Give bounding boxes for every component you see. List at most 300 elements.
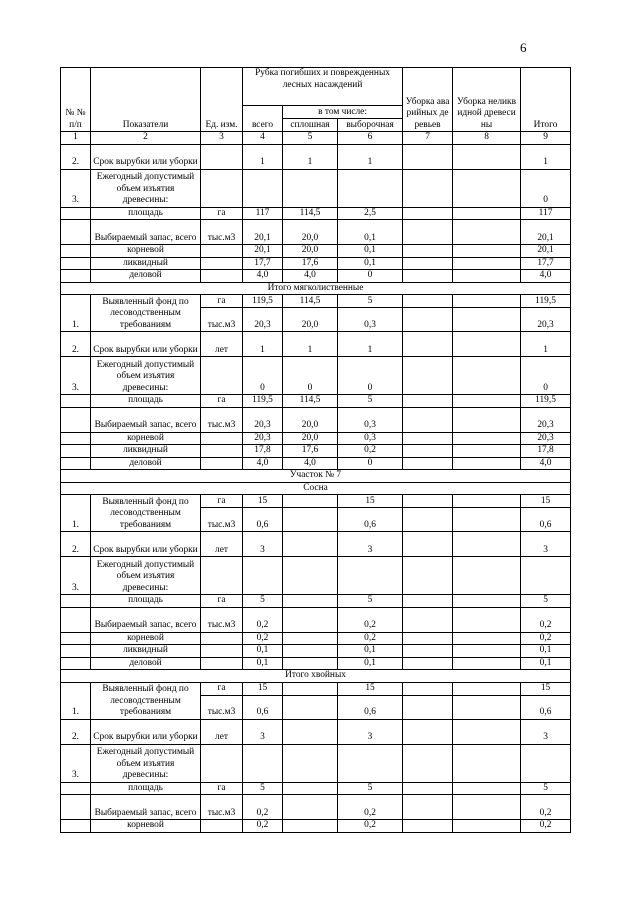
header-felling-group: Рубка погибших и поврежденных лесных насаждений [243, 68, 403, 106]
value-cell-c5 [283, 695, 338, 719]
header-clear: сплошная [283, 119, 338, 132]
row-unit: тыс.м3 [201, 508, 243, 532]
table-row [61, 645, 571, 658]
value-cell-c9: 20,3 [521, 432, 571, 445]
value-cell-c7 [403, 645, 453, 658]
row-unit: тыс.м3 [201, 607, 243, 632]
value-cell-c8 [453, 407, 521, 432]
row-indicator: деловой [91, 270, 201, 283]
row-indicator: корневой [91, 245, 201, 258]
value-cell-c7 [403, 744, 453, 782]
table-row [61, 407, 571, 432]
value-cell-c6: 0,6 [338, 695, 403, 719]
value-cell-c5 [283, 820, 338, 833]
value-cell-c8 [453, 657, 521, 670]
value-cell-c4: 5 [243, 595, 283, 608]
value-cell-c6: 0,2 [338, 445, 403, 458]
header-number: 5 [283, 132, 338, 145]
value-cell-c7 [403, 144, 453, 169]
table-row [61, 144, 571, 169]
table-row [61, 557, 571, 595]
row-unit [201, 645, 243, 658]
value-cell-c4: 3 [243, 532, 283, 557]
value-cell-c6: 0,1 [338, 220, 403, 245]
row-indicator: ликвидный [91, 257, 201, 270]
value-cell-c7 [403, 257, 453, 270]
table-row [61, 495, 571, 508]
row-unit: га [201, 207, 243, 220]
value-cell-c6: 5 [338, 295, 403, 308]
value-cell-c5 [283, 169, 338, 207]
row-unit [201, 144, 243, 169]
value-cell-c8 [453, 257, 521, 270]
row-unit: тыс.м3 [201, 795, 243, 820]
header-number: 7 [403, 132, 453, 145]
value-cell-c6: 1 [338, 332, 403, 357]
value-cell-c7 [403, 295, 453, 308]
row-indicator: Выбираемый запас, всего [91, 795, 201, 820]
value-cell-c7 [403, 207, 453, 220]
value-cell-c5 [283, 532, 338, 557]
value-cell-c4: 20,1 [243, 245, 283, 258]
value-cell-c8 [453, 632, 521, 645]
value-cell-c9: 17,7 [521, 257, 571, 270]
row-indicator: Выявленный фонд по лесоводственным требованиям [91, 682, 201, 719]
value-cell-c7 [403, 719, 453, 744]
value-cell-c9: 0,2 [521, 632, 571, 645]
value-cell-c6: 5 [338, 782, 403, 795]
value-cell-c9: 4,0 [521, 457, 571, 470]
header-number: 6 [338, 132, 403, 145]
value-cell-c8 [453, 782, 521, 795]
value-cell-c9: 0,2 [521, 820, 571, 833]
value-cell-c8 [453, 308, 521, 332]
value-cell-c4 [243, 744, 283, 782]
row-indicator: Выбираемый запас, всего [91, 607, 201, 632]
row-unit [201, 270, 243, 283]
header-selective: выборочная [338, 119, 403, 132]
section-row [61, 282, 571, 295]
value-cell-c7 [403, 495, 453, 508]
value-cell-c7 [403, 657, 453, 670]
row-number: 1. [61, 295, 91, 332]
row-number: 2. [61, 532, 91, 557]
section-title: Итого хвойных [61, 670, 571, 683]
table-row [61, 595, 571, 608]
value-cell-c9: 0,6 [521, 508, 571, 532]
value-cell-c5 [283, 682, 338, 695]
value-cell-c7 [403, 407, 453, 432]
value-cell-c7 [403, 169, 453, 207]
value-cell-c6: 5 [338, 395, 403, 408]
row-number: 2. [61, 144, 91, 169]
table-row [61, 532, 571, 557]
row-indicator: деловой [91, 457, 201, 470]
row-unit [201, 445, 243, 458]
value-cell-c9: 15 [521, 682, 571, 695]
header-sum: Итого [521, 68, 571, 132]
value-cell-c5: 0 [283, 357, 338, 395]
value-cell-c5 [283, 595, 338, 608]
value-cell-c7 [403, 308, 453, 332]
table-row [61, 445, 571, 458]
row-number: 1. [61, 682, 91, 719]
header-subgroup: в том числе: [283, 106, 403, 119]
value-cell-c5: 20,0 [283, 432, 338, 445]
value-cell-c4: 4,0 [243, 270, 283, 283]
value-cell-c5: 1 [283, 144, 338, 169]
value-cell-c9: 17,8 [521, 445, 571, 458]
value-cell-c8 [453, 332, 521, 357]
row-indicator: корневой [91, 632, 201, 645]
value-cell-c6: 0 [338, 270, 403, 283]
value-cell-c5: 20,0 [283, 308, 338, 332]
value-cell-c4: 17,7 [243, 257, 283, 270]
section-row [61, 470, 571, 483]
row-indicator: Выбираемый запас, всего [91, 220, 201, 245]
value-cell-c8 [453, 645, 521, 658]
row-number [61, 607, 91, 632]
value-cell-c9: 3 [521, 532, 571, 557]
value-cell-c9: 0,2 [521, 607, 571, 632]
value-cell-c4: 20,3 [243, 407, 283, 432]
value-cell-c8 [453, 295, 521, 308]
value-cell-c4: 0,2 [243, 632, 283, 645]
value-cell-c8 [453, 557, 521, 595]
value-cell-c4: 1 [243, 144, 283, 169]
value-cell-c9: 0,2 [521, 795, 571, 820]
value-cell-c8 [453, 795, 521, 820]
value-cell-c4: 15 [243, 495, 283, 508]
value-cell-c9: 0,1 [521, 645, 571, 658]
value-cell-c6: 0,2 [338, 632, 403, 645]
value-cell-c8 [453, 719, 521, 744]
value-cell-c7 [403, 695, 453, 719]
value-cell-c4: 119,5 [243, 295, 283, 308]
value-cell-c8 [453, 445, 521, 458]
row-indicator: Ежегодный допустимый объем изъятия древесины: [91, 744, 201, 782]
value-cell-c8 [453, 695, 521, 719]
value-cell-c7 [403, 432, 453, 445]
row-number: 2. [61, 719, 91, 744]
table-row [61, 207, 571, 220]
table-row [61, 782, 571, 795]
value-cell-c4: 0,1 [243, 657, 283, 670]
table-row [61, 357, 571, 395]
row-indicator: площадь [91, 395, 201, 408]
value-cell-c9: 0 [521, 357, 571, 395]
row-unit: га [201, 495, 243, 508]
table-row [61, 257, 571, 270]
value-cell-c6: 15 [338, 495, 403, 508]
value-cell-c8 [453, 270, 521, 283]
forest-felling-table [60, 67, 571, 833]
value-cell-c8 [453, 169, 521, 207]
header-number: 9 [521, 132, 571, 145]
row-unit [201, 432, 243, 445]
value-cell-c8 [453, 607, 521, 632]
value-cell-c9: 3 [521, 719, 571, 744]
value-cell-c7 [403, 632, 453, 645]
row-indicator: Выявленный фонд по лесоводственным требованиям [91, 495, 201, 532]
value-cell-c8 [453, 508, 521, 532]
value-cell-c4: 0,2 [243, 820, 283, 833]
value-cell-c6: 3 [338, 532, 403, 557]
value-cell-c6: 0,1 [338, 257, 403, 270]
value-cell-c5: 20,0 [283, 220, 338, 245]
value-cell-c4: 20,3 [243, 432, 283, 445]
value-cell-c5 [283, 607, 338, 632]
value-cell-c5: 17,6 [283, 257, 338, 270]
row-number [61, 782, 91, 795]
row-number [61, 270, 91, 283]
row-unit [201, 744, 243, 782]
value-cell-c4 [243, 169, 283, 207]
row-unit [201, 632, 243, 645]
value-cell-c8 [453, 820, 521, 833]
value-cell-c7 [403, 445, 453, 458]
value-cell-c4: 3 [243, 719, 283, 744]
table-row [61, 795, 571, 820]
value-cell-c4: 0,2 [243, 607, 283, 632]
value-cell-c5 [283, 744, 338, 782]
value-cell-c4: 0,6 [243, 508, 283, 532]
table-row [61, 295, 571, 308]
table-row [61, 607, 571, 632]
value-cell-c5 [283, 495, 338, 508]
value-cell-c7 [403, 395, 453, 408]
row-number: 3. [61, 557, 91, 595]
value-cell-c8 [453, 744, 521, 782]
row-number [61, 645, 91, 658]
row-indicator: ликвидный [91, 445, 201, 458]
header-number: 8 [453, 132, 521, 145]
row-indicator: ликвидный [91, 645, 201, 658]
row-indicator: Срок вырубки или уборки [91, 144, 201, 169]
value-cell-c5: 114,5 [283, 295, 338, 308]
value-cell-c6: 0,2 [338, 820, 403, 833]
value-cell-c5: 20,0 [283, 407, 338, 432]
row-unit: га [201, 395, 243, 408]
value-cell-c9 [521, 744, 571, 782]
value-cell-c9: 20,3 [521, 308, 571, 332]
row-indicator: Срок вырубки или уборки [91, 719, 201, 744]
value-cell-c5: 114,5 [283, 207, 338, 220]
row-number [61, 457, 91, 470]
value-cell-c5 [283, 632, 338, 645]
row-number [61, 245, 91, 258]
row-number: 3. [61, 169, 91, 207]
value-cell-c9: 4,0 [521, 270, 571, 283]
section-title: Участок № 7 [61, 470, 571, 483]
value-cell-c9: 0 [521, 169, 571, 207]
row-number [61, 220, 91, 245]
value-cell-c6: 0,2 [338, 795, 403, 820]
value-cell-c8 [453, 207, 521, 220]
value-cell-c7 [403, 795, 453, 820]
header-emergency: Уборка аварийных деревьев [403, 68, 453, 132]
value-cell-c7 [403, 220, 453, 245]
table-row [61, 682, 571, 695]
row-indicator: деловой [91, 657, 201, 670]
row-unit: лет [201, 532, 243, 557]
value-cell-c7 [403, 532, 453, 557]
section-title: Итого мягколиственные [61, 282, 571, 295]
value-cell-c7 [403, 457, 453, 470]
header-number: 4 [243, 132, 283, 145]
row-indicator: площадь [91, 207, 201, 220]
row-number [61, 445, 91, 458]
value-cell-c9: 119,5 [521, 295, 571, 308]
value-cell-c8 [453, 395, 521, 408]
value-cell-c8 [453, 682, 521, 695]
value-cell-c4: 0,6 [243, 695, 283, 719]
value-cell-c4: 4,0 [243, 457, 283, 470]
row-unit [201, 657, 243, 670]
value-cell-c9: 15 [521, 495, 571, 508]
value-cell-c5 [283, 782, 338, 795]
value-cell-c9: 20,1 [521, 220, 571, 245]
value-cell-c8 [453, 357, 521, 395]
value-cell-c4: 20,1 [243, 220, 283, 245]
row-indicator: Срок вырубки или уборки [91, 532, 201, 557]
value-cell-c6: 1 [338, 144, 403, 169]
value-cell-c9: 117 [521, 207, 571, 220]
value-cell-c4: 1 [243, 332, 283, 357]
value-cell-c6 [338, 169, 403, 207]
value-cell-c9: 1 [521, 332, 571, 357]
value-cell-c9: 20,3 [521, 407, 571, 432]
row-unit: лет [201, 719, 243, 744]
value-cell-c6: 15 [338, 682, 403, 695]
row-number [61, 407, 91, 432]
value-cell-c9: 5 [521, 782, 571, 795]
value-cell-c6: 3 [338, 719, 403, 744]
row-number [61, 795, 91, 820]
value-cell-c5 [283, 557, 338, 595]
row-number [61, 395, 91, 408]
value-cell-c7 [403, 595, 453, 608]
row-unit: га [201, 682, 243, 695]
table-row [61, 657, 571, 670]
value-cell-c7 [403, 782, 453, 795]
row-unit: тыс.м3 [201, 308, 243, 332]
header-number-row [61, 132, 571, 145]
row-unit: тыс.м3 [201, 220, 243, 245]
row-number [61, 432, 91, 445]
value-cell-c7 [403, 508, 453, 532]
row-indicator: Выбираемый запас, всего [91, 407, 201, 432]
value-cell-c4: 117 [243, 207, 283, 220]
value-cell-c7 [403, 820, 453, 833]
value-cell-c8 [453, 495, 521, 508]
table-row [61, 820, 571, 833]
header-num: № № п/п [61, 68, 91, 132]
table-row [61, 395, 571, 408]
row-unit [201, 457, 243, 470]
value-cell-c6: 0 [338, 457, 403, 470]
value-cell-c6: 0,2 [338, 607, 403, 632]
value-cell-c8 [453, 532, 521, 557]
value-cell-c5 [283, 657, 338, 670]
value-cell-c6 [338, 744, 403, 782]
value-cell-c9: 0,6 [521, 695, 571, 719]
table-row [61, 719, 571, 744]
value-cell-c6: 0,3 [338, 308, 403, 332]
row-number [61, 820, 91, 833]
value-cell-c7 [403, 270, 453, 283]
value-cell-c4: 0,2 [243, 795, 283, 820]
row-unit [201, 169, 243, 207]
value-cell-c4: 0,1 [243, 645, 283, 658]
value-cell-c8 [453, 595, 521, 608]
value-cell-c8 [453, 245, 521, 258]
value-cell-c5: 20,0 [283, 245, 338, 258]
row-unit: га [201, 782, 243, 795]
value-cell-c9: 1 [521, 144, 571, 169]
value-cell-c4: 0 [243, 357, 283, 395]
table-row [61, 245, 571, 258]
table-row [61, 220, 571, 245]
value-cell-c6: 0,6 [338, 508, 403, 532]
row-number [61, 207, 91, 220]
table-row [61, 270, 571, 283]
value-cell-c6: 0,1 [338, 657, 403, 670]
row-indicator: Ежегодный допустимый объем изъятия древесины: [91, 557, 201, 595]
value-cell-c9: 119,5 [521, 395, 571, 408]
value-cell-c6: 2,5 [338, 207, 403, 220]
row-unit [201, 820, 243, 833]
row-number: 2. [61, 332, 91, 357]
value-cell-c7 [403, 357, 453, 395]
row-number [61, 632, 91, 645]
row-indicator: корневой [91, 432, 201, 445]
value-cell-c5 [283, 719, 338, 744]
row-unit: га [201, 295, 243, 308]
value-cell-c4 [243, 557, 283, 595]
value-cell-c5 [283, 645, 338, 658]
value-cell-c5: 1 [283, 332, 338, 357]
value-cell-c7 [403, 682, 453, 695]
row-indicator: Срок вырубки или уборки [91, 332, 201, 357]
value-cell-c7 [403, 557, 453, 595]
value-cell-c7 [403, 245, 453, 258]
header-illiquid: Уборка неликвидной древесины [453, 68, 521, 132]
row-unit [201, 245, 243, 258]
table-row [61, 744, 571, 782]
row-unit [201, 557, 243, 595]
value-cell-c4: 20,3 [243, 308, 283, 332]
row-number [61, 257, 91, 270]
row-indicator: Ежегодный допустимый объем изъятия древесины: [91, 357, 201, 395]
row-indicator: Выявленный фонд по лесоводственным требованиям [91, 295, 201, 332]
value-cell-c4: 119,5 [243, 395, 283, 408]
value-cell-c9: 20,1 [521, 245, 571, 258]
header-total: всего [243, 106, 283, 132]
row-unit: лет [201, 332, 243, 357]
row-number [61, 595, 91, 608]
section-row [61, 670, 571, 683]
value-cell-c6: 5 [338, 595, 403, 608]
table-row [61, 432, 571, 445]
page-number: 6 [520, 40, 527, 55]
row-number: 3. [61, 744, 91, 782]
row-indicator: площадь [91, 595, 201, 608]
value-cell-c6: 0 [338, 357, 403, 395]
header-unit: Ед. изм. [201, 68, 243, 132]
value-cell-c8 [453, 457, 521, 470]
row-number: 3. [61, 357, 91, 395]
